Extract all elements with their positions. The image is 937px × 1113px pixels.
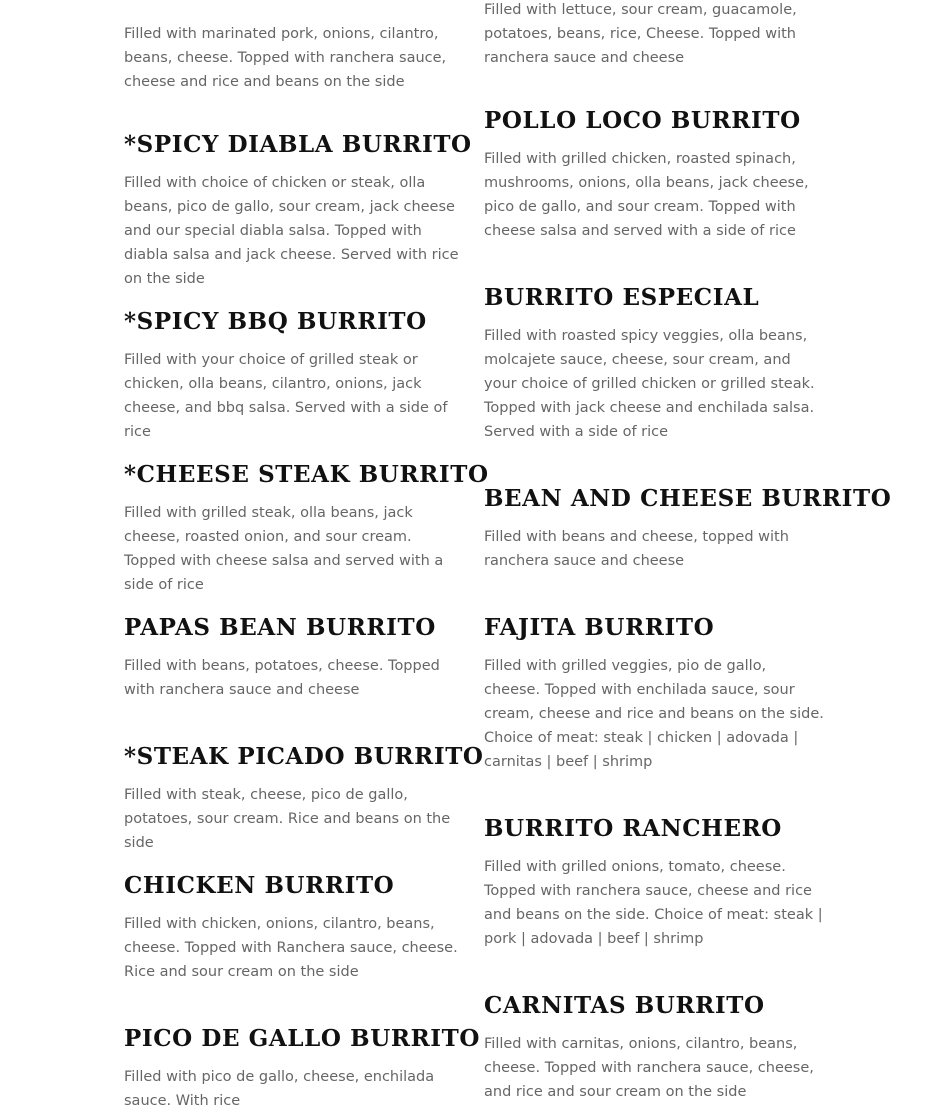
item-description: Filled with pico de gallo, cheese, enchilada sauce. With rice [124, 1069, 435, 1109]
item-title: BURRITO ESPECIAL [484, 284, 760, 311]
menu-item [484, 485, 892, 573]
menu-item [124, 1025, 480, 1113]
item-description: Filled with steak, cheese, pico de gallo, potatoes, sour cream. Rice and beans on the side [124, 787, 451, 851]
menu-item [124, 131, 472, 291]
menu-item [484, 107, 824, 243]
item-title: CARNITAS BURRITO [484, 992, 765, 1019]
menu-item [484, 815, 824, 951]
item-title: FAJITA BURRITO [484, 614, 715, 641]
menu-item [124, 22, 464, 94]
item-title: *CHEESE STEAK BURRITO [124, 461, 489, 488]
item-description: Filled with your choice of grilled steak or chicken, olla beans, cilantro, onions, jack cheese, and bbq salsa. Served with a side of rice [124, 352, 448, 440]
menu-item [124, 614, 464, 702]
item-description: Filled with grilled onions, tomato, cheese. Topped with ranchera sauce, cheese and rice and beans on the side. Choice of meat: steak | pork | adovada | beef | shrimp [484, 859, 823, 947]
item-description: Filled with chicken, onions, cilantro, beans, cheese. Topped with Ranchera sauce, cheese. Rice and sour cream on the side [124, 916, 458, 980]
menu-item [124, 308, 464, 444]
menu-item [484, 0, 824, 70]
item-title: POLLO LOCO BURRITO [484, 107, 801, 134]
item-description: Filled with marinated pork, onions, cilantro, beans, cheese. Topped with ranchera sauce, cheese and rice and beans on the side [124, 26, 447, 90]
menu-item [124, 461, 489, 597]
item-description: Filled with beans and cheese, topped with ranchera sauce and cheese [484, 529, 789, 569]
item-description: Filled with carnitas, onions, cilantro, beans, cheese. Topped with ranchera sauce, cheese, and rice and sour cream on the side [484, 1036, 814, 1100]
item-title: BEAN AND CHEESE BURRITO [484, 485, 892, 512]
menu-item [484, 614, 824, 774]
menu-item [484, 992, 824, 1104]
item-title: *STEAK PICADO BURRITO [124, 743, 484, 770]
item-description: Filled with grilled chicken, roasted spinach, mushrooms, onions, olla beans, jack cheese, pico de gallo, and sour cream. Topped with cheese salsa and served with a side of rice [484, 151, 809, 239]
menu-item [124, 872, 464, 984]
item-description: Filled with choice of chicken or steak, olla beans, pico de gallo, sour cream, jack cheese and our special diabla salsa. Topped with diabla salsa and jack cheese. Served with rice on the side [124, 175, 459, 287]
item-description: Filled with grilled steak, olla beans, jack cheese, roasted onion, and sour cream. Topped with cheese salsa and served with a side of rice [124, 505, 444, 593]
item-description: Filled with lettuce, sour cream, guacamole, potatoes, beans, rice, Cheese. Topped with ranchera sauce and cheese [484, 2, 797, 66]
item-description: Filled with grilled veggies, pio de gallo, cheese. Topped with enchilada sauce, sour cream, cheese and rice and beans on the side. Choice of meat: steak | chicken | adovada | carnitas | beef | shrimp [484, 658, 824, 770]
item-title: *SPICY BBQ BURRITO [124, 308, 427, 335]
item-title: *SPICY DIABLA BURRITO [124, 131, 472, 158]
item-title: PICO DE GALLO BURRITO [124, 1025, 480, 1052]
menu-item [124, 743, 484, 855]
menu-item [484, 284, 824, 444]
item-description: Filled with roasted spicy veggies, olla beans, molcajete sauce, cheese, sour cream, and your choice of grilled chicken or grilled steak. Topped with jack cheese and enchilada salsa. Served with a side of rice [484, 328, 815, 440]
item-description: Filled with beans, potatoes, cheese. Topped with ranchera sauce and cheese [124, 658, 440, 698]
item-title: CHICKEN BURRITO [124, 872, 395, 899]
item-title: BURRITO RANCHERO [484, 815, 782, 842]
item-title: PAPAS BEAN BURRITO [124, 614, 436, 641]
